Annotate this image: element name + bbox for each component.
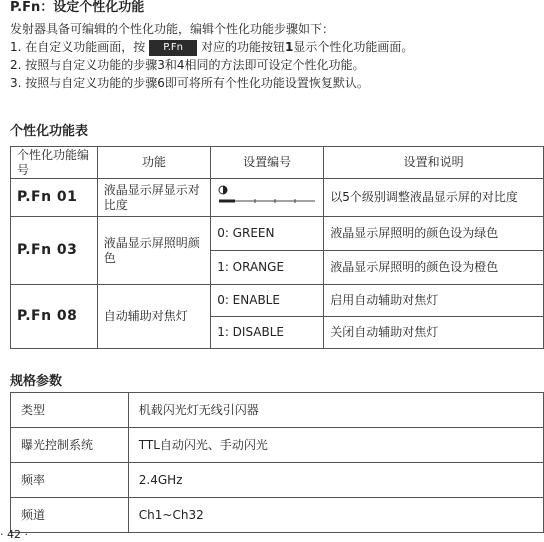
fn-setting-number: 0: GREEN: [211, 217, 324, 251]
fn-table-header-code: 个性化功能编号: [11, 147, 98, 179]
fn-table-title: 个性化功能表: [10, 124, 89, 139]
spec-value: TTL自动闪光、手动闪光: [128, 428, 543, 463]
spec-label: 曝光控制系统: [11, 428, 129, 463]
spec-table-title: 规格参数: [10, 374, 63, 389]
spec-table: [10, 392, 544, 533]
table-row: [11, 498, 544, 533]
fn-table-header-description: 设置和说明: [324, 147, 544, 179]
fn-description: 关闭自动辅助对焦灯: [324, 317, 544, 349]
spec-value: 机载闪光灯无线引闪器: [128, 393, 543, 428]
spec-value: Ch1~Ch32: [128, 498, 543, 533]
table-row: [11, 428, 544, 463]
fn-description: 液晶显示屏照明的颜色设为绿色: [324, 217, 544, 251]
fn-table-header-function: 功能: [97, 147, 210, 179]
page-number: · 42 ·: [0, 528, 28, 541]
intro-line-1-pre: 1. 在自定义功能画面，按: [10, 40, 146, 54]
intro-line-3: 3. 按照与自定义功能的步骤6即可将所有个性化功能设置恢复默认。: [10, 76, 369, 90]
fn-description: 液晶显示屏照明的颜色设为橙色: [324, 251, 544, 285]
contrast-scale-icon: [217, 182, 317, 210]
table-row: [11, 217, 544, 251]
fn-code: P.Fn 03: [11, 217, 98, 285]
table-row: [11, 393, 544, 428]
fn-table-header-setting-number: 设置编号: [211, 147, 324, 179]
intro-text: [10, 20, 413, 92]
table-row: [11, 179, 544, 217]
intro-line-1-post: 显示个性化功能画面。: [293, 40, 414, 54]
intro-line-1-mid: 对应的功能按钮: [201, 40, 286, 54]
fn-description: 以5个级别调整液晶显示屏的对比度: [324, 179, 544, 217]
spec-label: 类型: [11, 393, 129, 428]
fn-setting-number: 1: DISABLE: [211, 317, 324, 349]
fn-function: 液晶显示屏显示对比度: [97, 179, 210, 217]
table-row: [11, 285, 544, 317]
intro-line-0: 发射器具备可编辑的个性化功能，编辑个性化功能步骤如下：: [10, 22, 335, 36]
fn-setting-number: 0: ENABLE: [211, 285, 324, 317]
intro-line-1: [10, 38, 413, 56]
fn-table: [10, 146, 544, 349]
fn-function: 液晶显示屏照明颜色: [97, 217, 210, 285]
pfn-key: P.Fn: [149, 40, 197, 56]
page-heading: P.Fn：设定个性化功能: [10, 0, 145, 15]
fn-code: P.Fn 08: [11, 285, 98, 349]
fn-setting-number: 1: ORANGE: [211, 251, 324, 285]
intro-line-2: 2. 按照与自定义功能的步骤3和4相同的方法即可设定个性化功能。: [10, 58, 365, 72]
fn-function: 自动辅助对焦灯: [97, 285, 210, 349]
spec-label: 频率: [11, 463, 129, 498]
spec-label: 频道: [11, 498, 129, 533]
intro-line-1-num: 1: [285, 40, 294, 54]
spec-value: 2.4GHz: [128, 463, 543, 498]
contrast-setting-cell: [211, 179, 324, 217]
fn-code: P.Fn 01: [11, 179, 98, 217]
fn-description: 启用自动辅助对焦灯: [324, 285, 544, 317]
table-row: [11, 463, 544, 498]
